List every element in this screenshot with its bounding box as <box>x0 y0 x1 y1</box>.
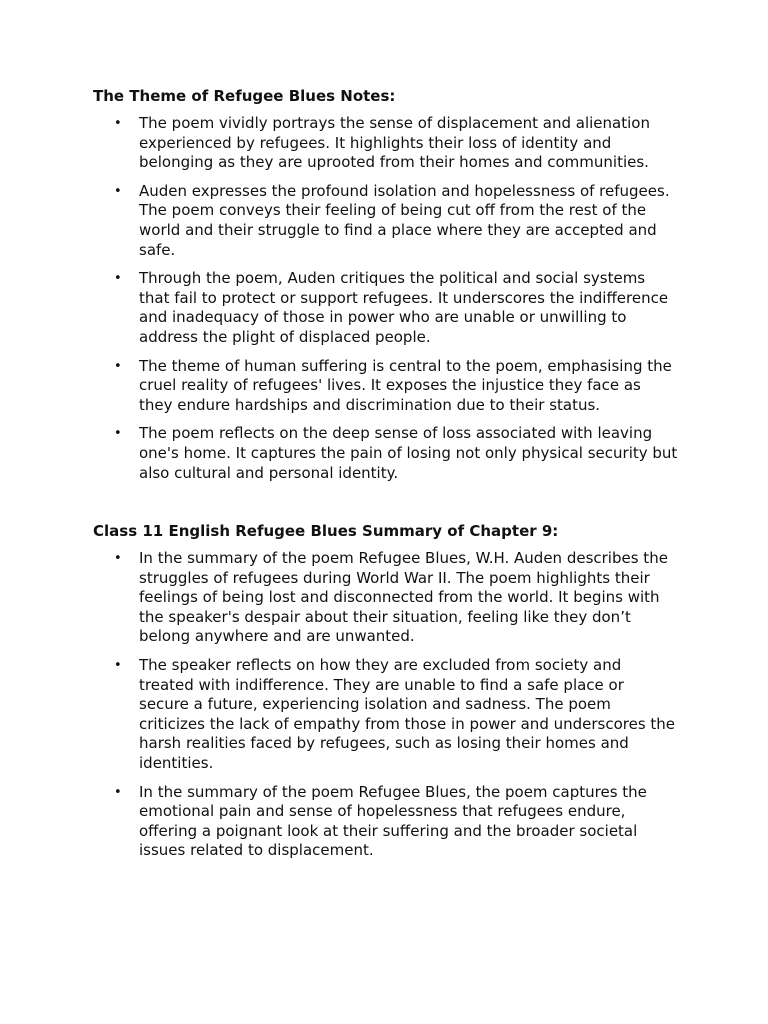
list-item <box>93 269 678 347</box>
list-item-text: Through the poem, Auden critiques the political and social systems that fail to protect or support refugees. It underscores the indifference and inadequacy of those in power who are unable or unwilling to address the plight of displaced people. <box>139 269 669 346</box>
list-item-text: The poem reflects on the deep sense of loss associated with leaving one's home. It captures the pain of losing not only physical security but also cultural and personal identity. <box>139 424 678 482</box>
bullet-icon: • <box>114 426 122 442</box>
summary-section <box>93 521 678 861</box>
list-item <box>93 424 678 483</box>
bullet-list <box>93 549 678 861</box>
list-item <box>93 549 678 647</box>
bullet-list <box>93 114 678 483</box>
bullet-icon: • <box>114 271 122 287</box>
bullet-icon: • <box>114 784 122 800</box>
bullet-icon: • <box>114 358 122 374</box>
list-item-text: Auden expresses the profound isolation and hopelessness of refugees. The poem conveys their feeling of being cut off from the rest of the world and their struggle to find a place where they are accepted and safe. <box>139 181 670 259</box>
section-spacer <box>93 492 678 521</box>
theme-notes-section <box>93 86 678 483</box>
bullet-icon: • <box>114 183 122 199</box>
list-item-text: The speaker reflects on how they are excluded from society and treated with indifference. They are unable to find a safe place or secure a future, experiencing isolation and sadness. The poem criticizes the lack of empathy from those in power and underscores the harsh realities faced by refugees, such as losing their homes and identities. <box>139 656 676 773</box>
list-item <box>93 114 678 173</box>
list-item <box>93 783 678 861</box>
list-item <box>93 357 678 416</box>
list-item <box>93 656 678 774</box>
list-item-text: In the summary of the poem Refugee Blues, W.H. Auden describes the struggles of refugees during World War II. The poem highlights their feelings of being lost and disconnected from the world. It begins with the speaker's despair about their situation, feeling like they don’t belong anywhere and are unwanted. <box>139 549 668 646</box>
list-item-text: The poem vividly portrays the sense of displacement and alienation experienced by refugees. It highlights their loss of identity and belonging as they are uprooted from their homes and communities. <box>139 114 650 172</box>
bullet-icon: • <box>114 551 122 567</box>
list-item <box>93 182 678 260</box>
bullet-icon: • <box>114 116 122 131</box>
section-heading: The Theme of Refugee Blues Notes: <box>93 87 396 105</box>
section-heading: Class 11 English Refugee Blues Summary of Chapter 9: <box>93 522 559 541</box>
list-item-text: The theme of human suffering is central to the poem, emphasising the cruel reality of refugees' lives. It exposes the injustice they face as they endure hardships and discrimination due to their status. <box>139 356 672 414</box>
bullet-icon: • <box>114 658 122 674</box>
list-item-text: In the summary of the poem Refugee Blues, the poem captures the emotional pain and sense of hopelessness that refugees endure, offering a poignant look at their suffering and the broader societal issues related to displacement. <box>139 782 647 860</box>
